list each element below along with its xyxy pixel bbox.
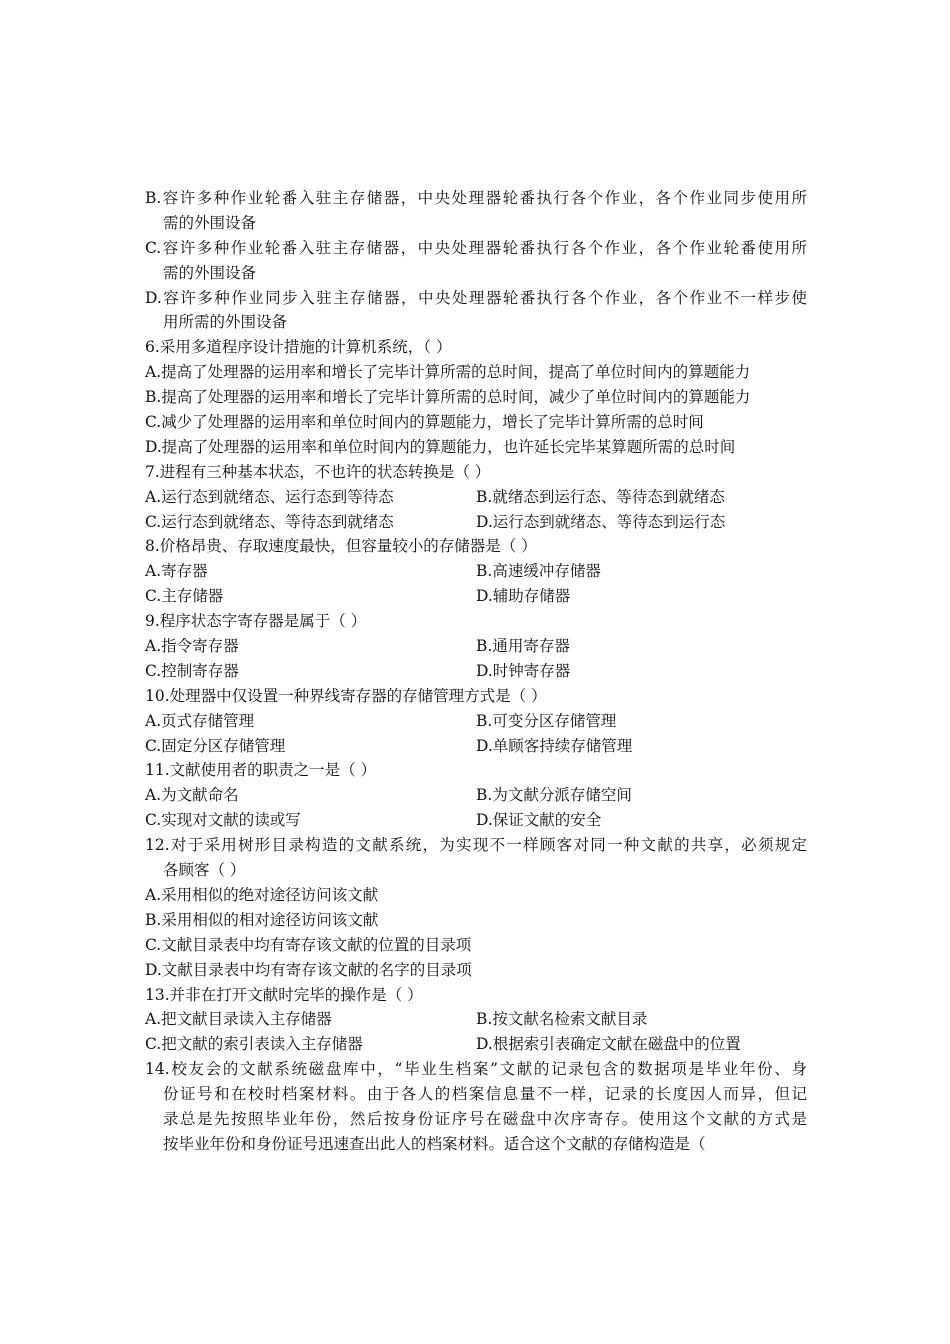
- question-line: B.采用相似的相对途径访问该文献: [145, 910, 379, 929]
- option-right: D.根据索引表确定文献在磁盘中的位置: [476, 1035, 741, 1054]
- text-line: 按毕业年份和身份证号迅速查出此人的档案材料。适合这个文献的存储构造是（: [163, 1134, 706, 1153]
- question-text: 7.进程有三种基本状态，: [145, 462, 315, 481]
- option-right: D.保证文献的安全: [476, 811, 602, 830]
- exam-page: [145, 186, 807, 1157]
- option-row: [145, 485, 807, 510]
- emphasis-char: 许: [345, 462, 362, 481]
- option-left: A.把文献目录读入主存储器: [145, 1010, 332, 1029]
- text-line: 录总是先按照毕业年份，然后按身份证序号在磁盘中次序寄存。使用这个文献的方式是: [163, 1109, 807, 1128]
- text-line: 12.对于采用树形目录构造的文献系统，为实现不一样顾客对同一种文献的共享，必须规定: [145, 836, 807, 855]
- option-left: C.实现对文献的读或写: [145, 811, 301, 830]
- question-line: B.提高了处理器的运用率和增长了完毕计算所需的总时间，减少了单位时间内的算题能力: [145, 388, 751, 407]
- question-line: 6.采用多道程序设计措施的计算机系统，（ ）: [145, 338, 452, 357]
- option-left: A.为文献命名: [145, 786, 239, 805]
- text-line: 14.校友会的文献系统磁盘库中，“毕业生档案”文献的记录包含的数据项是毕业年份、身: [145, 1060, 807, 1079]
- emphasis-char: 非: [185, 985, 201, 1004]
- option-left: C.固定分区存储管理: [145, 736, 286, 755]
- option-right: D.辅助存储器: [476, 587, 571, 606]
- option-right: B.为文献分派存储空间: [476, 786, 632, 805]
- question-line: A.采用相似的绝对途径访问该文献: [145, 885, 379, 904]
- question-line: C.文献目录表中均有寄存该文献的位置的目录项: [145, 935, 472, 954]
- option-row: [145, 584, 807, 609]
- text-line: 各顾客（ ）: [163, 861, 246, 880]
- option-left: C.主存储器: [145, 587, 224, 606]
- text-line: C.容许多种作业轮番入驻主存储器，中央处理器轮番执行各个作业，各个作业轮番使用所: [145, 238, 807, 257]
- emphasis-char: 也: [330, 462, 346, 481]
- question-line: C.减少了处理器的运用率和单位时间内的算题能力，增长了完毕计算所需的总时间: [145, 413, 704, 432]
- question-line: 10.处理器中仅设置一种界线寄存器的存储管理方式是（ ）: [145, 686, 547, 705]
- option-right: B.就绪态到运行态、等待态到就绪态: [476, 487, 725, 506]
- emphasis-char: 不: [314, 462, 331, 481]
- option-right: B.通用寄存器: [476, 637, 570, 656]
- option-left: A.页式存储管理: [145, 711, 255, 730]
- option-right: B.按文献名检索文献目录: [476, 1010, 648, 1029]
- emphasis-char: 并: [169, 985, 186, 1004]
- option-left: C.运行态到就绪态、等待态到就绪态: [145, 512, 394, 531]
- option-right: B.可变分区存储管理: [476, 711, 617, 730]
- text-line: 用所需的外围设备: [163, 313, 288, 332]
- option-row: [145, 510, 807, 535]
- question-line: D.文献目录表中均有寄存该文献的名字的目录项: [145, 960, 472, 979]
- option-left: A.运行态到就绪态、运行态到等待态: [145, 487, 394, 506]
- option-row: [145, 1007, 807, 1032]
- option-row: [145, 659, 807, 684]
- option-right: D.运行态到就绪态、等待态到运行态: [476, 512, 726, 531]
- question-line: [145, 460, 807, 485]
- option-left: A.指令寄存器: [145, 637, 239, 656]
- option-row: [145, 734, 807, 759]
- text-line: 需的外围设备: [163, 263, 257, 282]
- option-right: B.高速缓冲存储器: [476, 562, 601, 581]
- text-line: 需的外围设备: [163, 213, 257, 232]
- question-text: 13.: [145, 985, 170, 1004]
- question-text: 在打开文献时完毕的操作是（ ）: [200, 985, 423, 1004]
- option-left: A.寄存器: [145, 562, 208, 581]
- text-line: B.容许多种作业轮番入驻主存储器，中央处理器轮番执行各个作业，各个作业同步使用所: [145, 189, 807, 207]
- question-line: D.提高了处理器的运用率和单位时间内的算题能力，也许延长完毕某算题所需的总时间: [145, 437, 736, 456]
- question-line: [145, 983, 807, 1008]
- question-line: 9.程序状态字寄存器是属于（ ）: [145, 612, 367, 631]
- option-left: C.把文献的索引表读入主存储器: [145, 1035, 363, 1054]
- question-line: 8.价格昂贵、存取速度最快，但容量较小的存储器是（ ）: [145, 537, 537, 556]
- text-line: D.容许多种作业同步入驻主存储器，中央处理器轮番执行各个作业，各个作业不一样步使: [145, 288, 807, 307]
- option-row: [145, 808, 807, 833]
- option-row: [145, 1032, 807, 1057]
- option-left: C.控制寄存器: [145, 661, 239, 680]
- option-row: [145, 559, 807, 584]
- option-row: [145, 783, 807, 808]
- question-text: 的状态转换是（ ）: [361, 462, 491, 481]
- option-row: [145, 634, 807, 659]
- option-row: [145, 709, 807, 734]
- question-line: A.提高了处理器的运用率和增长了完毕计算所需的总时间，提高了单位时间内的算题能力: [145, 363, 751, 382]
- option-right: D.单顾客持续存储管理: [476, 736, 633, 755]
- text-line: 份证号和在校时档案材料。由于各人的档案信息量不一样，记录的长度因人而异，但记: [163, 1085, 807, 1104]
- question-line: 11.文献使用者的职责之一是（ ）: [145, 761, 377, 780]
- option-right: D.时钟寄存器: [476, 661, 571, 680]
